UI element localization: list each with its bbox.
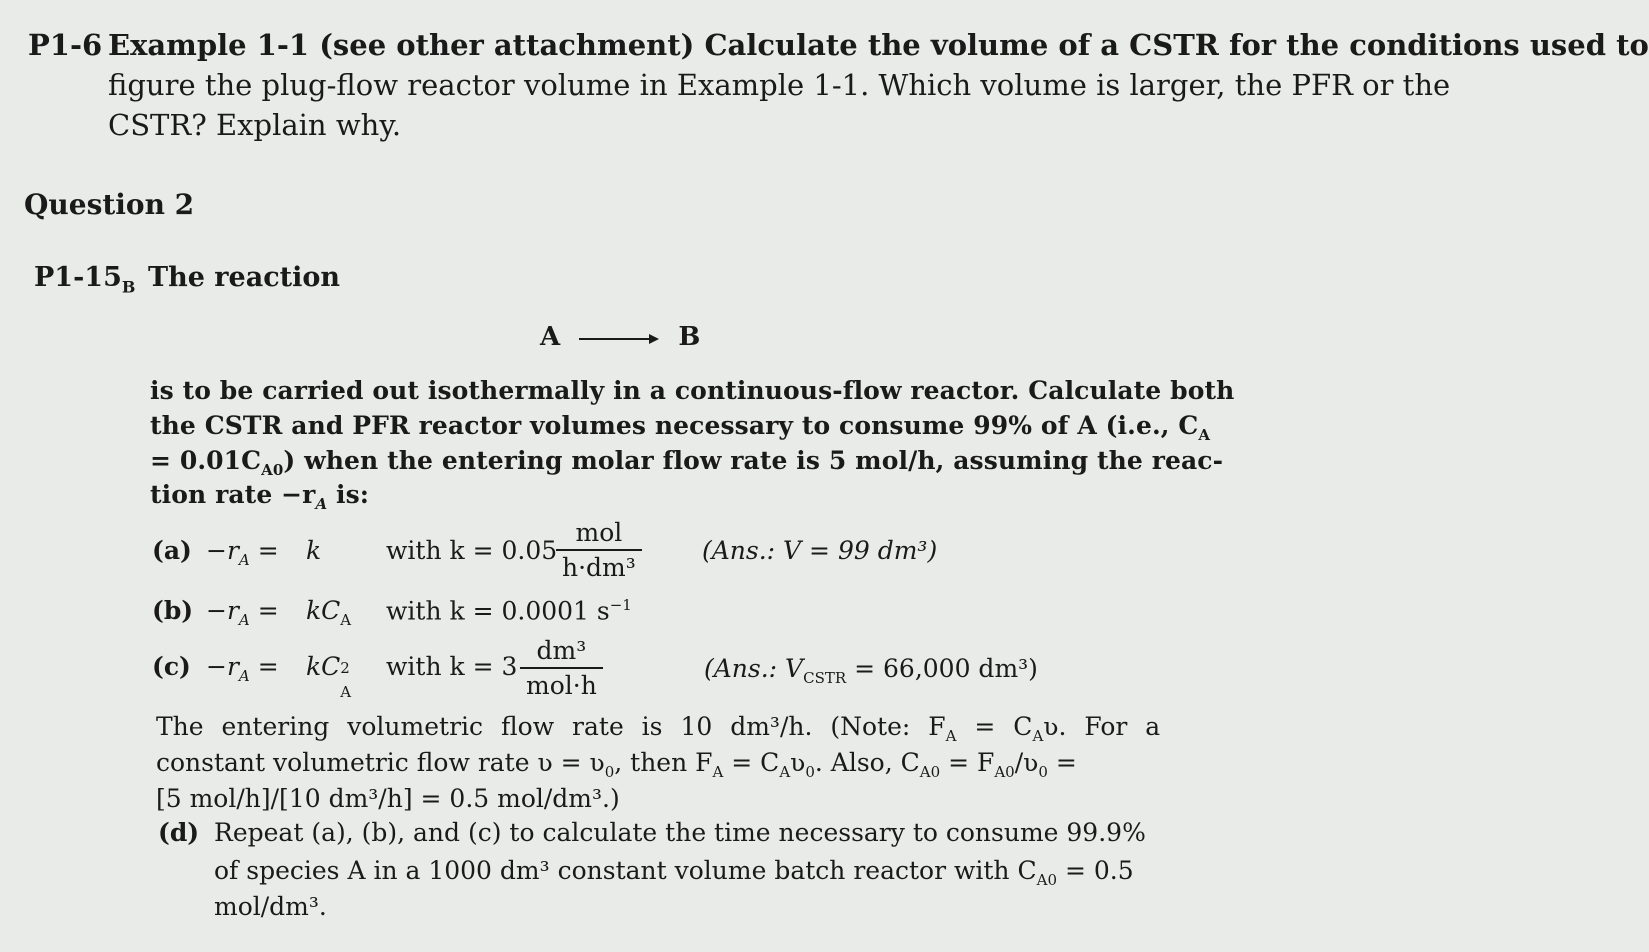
item-d-line-1: Repeat (a), (b), and (c) to calculate the time necessary to consume 99.9% [214,818,1146,847]
reaction-arrow-icon [579,323,659,353]
intro-line-3: = $0.01C_{A0}$) when the entering molar flow rate is 5 mol/h, assuming the reac- [150,446,1224,479]
item-a-rhs: k [306,536,322,565]
item-a-label: (a) [152,536,192,565]
item-c-with: with k = 3 [386,652,518,681]
item-c-label: (c) [152,652,191,681]
p1-6-line-2: figure the plug-flow reactor volume in Example 1-1. Which volume is larger, the PFR or the [108,68,1451,102]
reactant: A [540,322,561,352]
item-c-answer: (Ans.: $V_{CSTR} = 66,000$ dm³) [704,654,1038,687]
product: B [678,322,701,352]
item-c-rhs: kC 2 A [306,652,352,701]
item-d-line-3: mol/dm³. [214,892,327,921]
item-d-label: (d) [158,818,200,847]
intro-line-2: the CSTR and PFR reactor volumes necessary to consume 99% of A (i.e., $C_A$ [150,411,1211,444]
item-a-with: with k = 0.05 [386,536,558,565]
problem-label-p1-6: P1-6 [28,28,103,62]
item-c-lhs: $-r_A$ = [206,652,279,685]
reaction-equation [540,322,700,353]
item-b-lhs: $-r_A$ = [206,596,279,629]
p1-6-line-3: CSTR? Explain why. [108,108,402,142]
question-heading: Question 2 [24,188,195,221]
item-a-units-fraction: mol h·dm³ [556,518,642,582]
intro-line-1: is to be carried out isothermally in a continuous-flow reactor. Calculate both [150,376,1235,405]
item-c-units-fraction: dm³ mol·h [520,636,603,700]
problem-label-p1-15: $P1-15_B$ [34,262,136,297]
p1-6-line-1: Example 1-1 (see other attachment) Calculate the volume of a CSTR for the conditions used to [108,28,1649,62]
item-b-label: (b) [152,596,194,625]
note-line-2: constant volumetric flow rate ʋ = ʋ$_0$, then $F_A$ = $C_Aʋ_0$. Also, $C_{A0}$ = $F_{A0}/ʋ_0$ = [156,748,1077,781]
item-a-answer: (Ans.: V = 99 dm³) [702,536,938,565]
note-line-3: [5 mol/h]/[10 dm³/h] = 0.5 mol/dm³.) [156,784,620,813]
item-b-rhs: $kC_A$ [306,596,352,629]
note-line-1: The entering volumetric flow rate is 10 dm³/h. (Note: $F_A$ = $C_Aʋ$. For a [156,712,1161,745]
item-a-lhs: $-r_A$ = [206,536,279,569]
item-d-line-2: of species A in a 1000 dm³ constant volume batch reactor with $C_{A0} = 0.5$ [214,856,1134,889]
intro-line-4: tion rate $-r_A$ is: [150,480,370,513]
item-b-with: with k = 0.0001 $s^{-1}$ [386,596,632,626]
problem-title: The reaction [148,262,341,293]
